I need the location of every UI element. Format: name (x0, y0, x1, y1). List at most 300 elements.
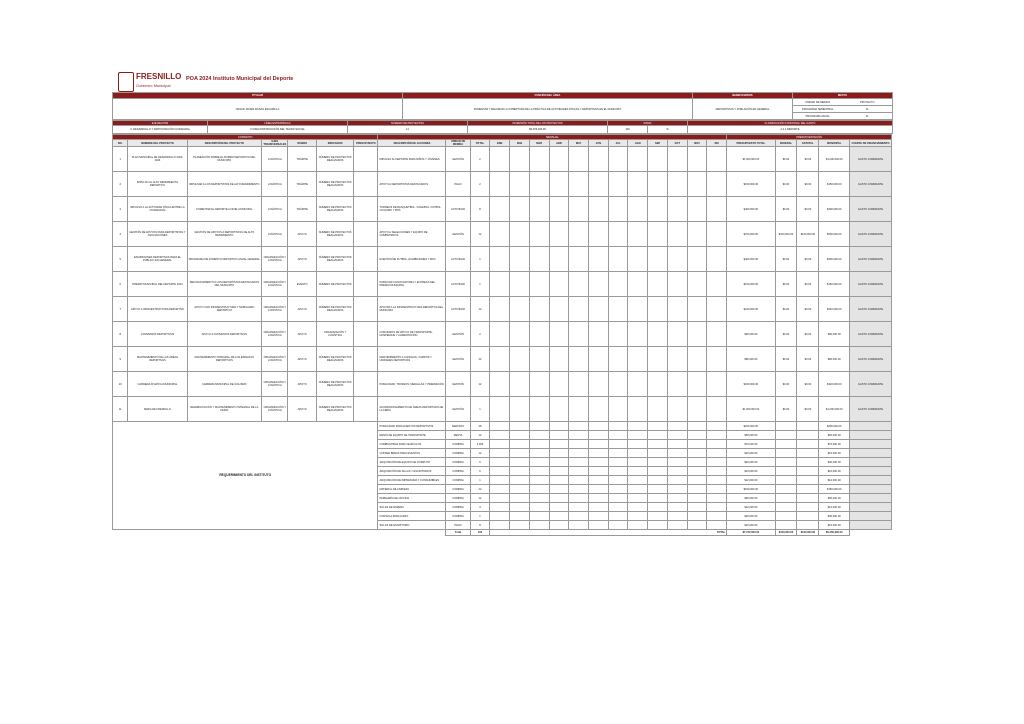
cell-month (707, 247, 727, 272)
cell-total: 12 (470, 222, 490, 247)
cell-month (687, 322, 707, 347)
top-table (112, 92, 893, 120)
cell-total: 1 (470, 272, 490, 297)
cell-presupuesto-count (354, 372, 378, 397)
cell-presupuesto-total: $240,000.00 (727, 297, 775, 322)
cell-month (687, 467, 707, 476)
cell-rubro: TRÁMITE (288, 197, 317, 222)
cell-month (608, 494, 628, 503)
cell-month (667, 476, 687, 485)
cell-month (490, 197, 510, 222)
cell-municipal: $80,000.00 (819, 347, 850, 372)
cell-acciones: EVENTOS DE FUTBOL, EXHIBICIONES Y BOX (378, 247, 446, 272)
cell-unidad: ACTIVIDAD (446, 272, 470, 297)
cell-month (687, 521, 707, 530)
cell-month (569, 297, 589, 322)
cell-month (608, 172, 628, 197)
cell-name: GESTIÓN DE APOYOS PARA DEPORTISTAS Y ASOCIACIONES (128, 222, 187, 247)
cell-month (569, 322, 589, 347)
cell-unidad: COMPRA (446, 494, 470, 503)
cell-estatal: $100,000.00 (797, 222, 819, 247)
cell-desc: RECONOCIMIENTO A LOS DEPORTISTAS DESTACADOS DEL MUNICIPIO (187, 272, 262, 297)
cell-month (569, 397, 589, 422)
cell-month (628, 485, 648, 494)
cell-month (687, 422, 707, 431)
cell-unidad: COMPRA (446, 512, 470, 521)
cell-month (589, 247, 609, 272)
cell-month (549, 458, 569, 467)
cell-month (628, 431, 648, 440)
cell-municipal: $150,000.00 (819, 485, 850, 494)
column-header: INDICADOR (316, 140, 353, 147)
cell-month (549, 521, 569, 530)
cell-month (687, 222, 707, 247)
cell-no: 10 (113, 372, 128, 397)
cell-presupuesto-total: $70,000.00 (727, 440, 775, 449)
cell-no: 8 (113, 322, 128, 347)
total-value: 100 (470, 530, 490, 536)
column-header: RUBRO (288, 140, 317, 147)
cell-fuente: GASTO CORRIENTE (850, 222, 892, 247)
cell-month (648, 485, 668, 494)
cell-month (549, 512, 569, 521)
cell-month (648, 512, 668, 521)
cell-name: CONVENIOS DEPORTIVOS (128, 322, 187, 347)
cell-estatal (797, 422, 819, 431)
cell-ind: NÚMERO DE PROYECTOS (316, 272, 353, 297)
cell-federal (775, 449, 797, 458)
column-header: DIC (707, 140, 727, 147)
cell-month (648, 458, 668, 467)
contexto-header: CONTEXTO (113, 135, 378, 140)
cell-federal: $0.00 (775, 272, 797, 297)
linea-estrategica-label: LÍNEA ESTRATÉGICA (208, 121, 348, 126)
cell-month (490, 467, 510, 476)
cell-month (510, 347, 530, 372)
cell-presupuesto-total: $60,000.00 (727, 431, 775, 440)
cell-unidad: COMPRA (446, 458, 470, 467)
cell-municipal: $60,000.00 (819, 494, 850, 503)
cell-month (628, 247, 648, 272)
cell-fuente (850, 503, 892, 512)
cell-municipal: $150,000.00 (819, 272, 850, 297)
cell-rubro: APOYO (288, 247, 317, 272)
cell-acciones: PAPELERÍA DE OFICINA (378, 494, 446, 503)
cell-month (589, 297, 609, 322)
cell-name: IMPULSO AL ALTO RENDIMIENTO DEPORTIVO (128, 172, 187, 197)
cell-acciones: SILLAS DE ESPERA (378, 503, 446, 512)
cell-presupuesto-total: $150,000.00 (727, 272, 775, 297)
cell-eje: LOGÍSTICA (262, 197, 288, 222)
cell-month (490, 503, 510, 512)
table-row (113, 197, 892, 222)
cell-acciones: SILLAS DE ESCRITORIO (378, 521, 446, 530)
cell-fuente: GASTO CORRIENTE (850, 322, 892, 347)
cell-month (608, 485, 628, 494)
cell-presupuesto-total: $12,000.00 (727, 503, 775, 512)
cell-month (549, 467, 569, 476)
cell-total: 1 (470, 512, 490, 521)
cell-month (589, 476, 609, 485)
cell-estatal (797, 494, 819, 503)
cell-presupuesto-count (354, 247, 378, 272)
cell-presupuesto-total: $400,000.00 (727, 197, 775, 222)
beneficiarios-value: DEPORTISTAS Y POBLACIÓN EN GENERAL (693, 99, 793, 120)
table-row (113, 322, 892, 347)
cell-month (628, 521, 648, 530)
cell-month (569, 458, 589, 467)
cell-unidad: GESTIÓN (446, 372, 470, 397)
cell-month (608, 476, 628, 485)
cell-month (648, 197, 668, 222)
cell-month (529, 422, 549, 431)
cell-total: 2 (470, 172, 490, 197)
cell-no: 3 (113, 197, 128, 222)
cell-presupuesto-total: $700,000.00 (727, 222, 775, 247)
beneficiarios-header: BENEFICIARIOS (693, 93, 793, 99)
cell-month (510, 467, 530, 476)
cell-desc: PLANEACIÓN SOBRE EL RUMBO DEPORTIVO DEL MUNICIPIO (187, 147, 262, 172)
cell-fuente (850, 449, 892, 458)
cell-month (529, 147, 549, 172)
cell-presupuesto-count (354, 197, 378, 222)
cell-month (628, 222, 648, 247)
cell-desc: APOYO A CONVENIOS DEPORTIVOS (187, 322, 262, 347)
cell-federal (775, 467, 797, 476)
cell-month (589, 147, 609, 172)
cell-presupuesto-total: $12,000.00 (727, 476, 775, 485)
cell-presupuesto-count (354, 397, 378, 422)
column-header: UNIDAD DE MEDIDA (446, 140, 470, 147)
cell-acciones: ADQUISICIÓN DE SILLAS Y ESCRITORIOS (378, 467, 446, 476)
cell-month (648, 147, 668, 172)
column-header: NO. (113, 140, 128, 147)
cell-eje: ORGANIZACIÓN Y LOGÍSTICA (262, 372, 288, 397)
cell-month (707, 485, 727, 494)
cell-name: APOYO A INFRAESTRUCTURA DEPORTIVA (128, 297, 187, 322)
cell-month (569, 494, 589, 503)
cell-month (687, 272, 707, 297)
cell-month (687, 397, 707, 422)
cell-month (687, 431, 707, 440)
cell-month (549, 449, 569, 458)
cell-name: PREMIO MUNICIPAL DEL DEPORTE 2024 (128, 272, 187, 297)
cell-unidad: GESTIÓN (446, 222, 470, 247)
document-title: POA 2024 Instituto Municipal del Deporte (186, 76, 294, 82)
cell-month (490, 458, 510, 467)
cell-month (490, 449, 510, 458)
cell-month (529, 397, 549, 422)
cell-presupuesto-total: $1,000,000.00 (727, 147, 775, 172)
cell-municipal: $12,000.00 (819, 503, 850, 512)
cell-total: 2 (470, 147, 490, 172)
cell-month (549, 431, 569, 440)
cell-month (490, 485, 510, 494)
cell-presupuesto-total: $400,000.00 (727, 247, 775, 272)
cell-total: 12 (470, 485, 490, 494)
cell-month (490, 494, 510, 503)
cell-no: 1 (113, 147, 128, 172)
cell-presupuesto-total: $150,000.00 (727, 485, 775, 494)
cell-estatal (797, 458, 819, 467)
cell-month (569, 476, 589, 485)
inversion-total-label: INVERSIÓN TOTAL DE LOS PROYECTOS (468, 121, 608, 126)
clasificacion-value: 2.4.1 DEPORTE (688, 126, 893, 134)
cell-municipal: $10,000.00 (819, 467, 850, 476)
cell-rubro: EVENTO (288, 272, 317, 297)
eje-rector-value: II. DESARROLLO Y PARTICIPACIÓN CIUDADANA (113, 126, 208, 134)
cell-month (490, 172, 510, 197)
cell-total: 1 (470, 476, 490, 485)
cell-month (589, 449, 609, 458)
cell-month (510, 449, 530, 458)
cell-month (549, 494, 569, 503)
cell-month (490, 222, 510, 247)
cell-month (529, 272, 549, 297)
cell-month (569, 222, 589, 247)
cell-federal (775, 485, 797, 494)
cell-month (667, 222, 687, 247)
cell-month (608, 197, 628, 222)
cell-eje: ORGANIZACIÓN Y LOGÍSTICA (262, 297, 288, 322)
column-header: DESCRIPCIÓN DEL PROYECTO (187, 140, 262, 147)
cell-month (589, 440, 609, 449)
cell-month (707, 197, 727, 222)
cell-month (549, 222, 569, 247)
cell-acciones: PUBLICIDAD PARA EVENTOS DEPORTIVOS (378, 422, 446, 431)
cell-federal: $0.00 (775, 347, 797, 372)
cell-month (608, 521, 628, 530)
cell-fuente (850, 476, 892, 485)
cell-no: 11 (113, 397, 128, 422)
cell-month (529, 172, 549, 197)
cell-name: IMPULSO A LA ACTIVIDAD FÍSICA ENTRE LA CIUDADANÍA (128, 197, 187, 222)
column-header: PRESUPUESTO TOTAL (727, 140, 775, 147)
column-header: MUNICIPAL (819, 140, 850, 147)
cell-month (667, 397, 687, 422)
strategy-table (112, 120, 893, 134)
cell-ind: NÚMERO DE PROYECTOS REALIZADOS (316, 397, 353, 422)
cell-month (569, 512, 589, 521)
cell-month (589, 458, 609, 467)
cell-unidad: GESTIÓN (446, 147, 470, 172)
cell-name: FERIA DE FRESNILLO (128, 397, 187, 422)
column-header: AGO (628, 140, 648, 147)
total-money-label: TOTAL (490, 530, 727, 536)
cell-estatal: $0.00 (797, 322, 819, 347)
cell-month (628, 458, 648, 467)
cell-month (569, 485, 589, 494)
cell-unidad: COMPRA (446, 467, 470, 476)
cell-month (490, 476, 510, 485)
cell-month (648, 347, 668, 372)
column-header: NOV (687, 140, 707, 147)
eje-rector-label: EJE RECTOR (113, 121, 208, 126)
cell-no: 6 (113, 272, 128, 297)
cell-month (608, 147, 628, 172)
cell-presupuesto-total: $10,000.00 (727, 467, 775, 476)
cell-month (687, 197, 707, 222)
cell-month (687, 147, 707, 172)
cell-month (510, 197, 530, 222)
clasificacion-label: CLASIFICACIÓN FUNCIONAL DEL GASTO (688, 121, 893, 126)
programa-semestral-label: PROGRAMA SEMESTRAL (802, 107, 834, 111)
cell-month (510, 503, 530, 512)
cell-unidad: COMPRA (446, 503, 470, 512)
cell-month (707, 521, 727, 530)
cell-presupuesto-count (354, 222, 378, 247)
cell-municipal: $400,000.00 (819, 197, 850, 222)
cell-estatal: $0.00 (797, 197, 819, 222)
cell-month (529, 521, 549, 530)
cell-month (510, 521, 530, 530)
requerimiento-label: REQUERIMIENTO DEL INSTITUTO (113, 422, 378, 530)
cell-month (569, 503, 589, 512)
cell-estatal: $0.00 (797, 247, 819, 272)
cell-rubro: APOYO (288, 222, 317, 247)
cell-ind: ORGANIZACIÓN Y LOGÍSTICA (316, 322, 353, 347)
cell-estatal: $0.00 (797, 147, 819, 172)
cell-presupuesto-total: $320,000.00 (727, 372, 775, 397)
cell-total: 6 (470, 467, 490, 476)
cell-month (628, 172, 648, 197)
cell-fuente: GASTO CORRIENTE (850, 372, 892, 397)
cell-total: 6 (470, 458, 490, 467)
total-municipal: $6,456,200.00 (819, 530, 850, 536)
cell-month (667, 297, 687, 322)
cell-month (667, 322, 687, 347)
cell-federal (775, 422, 797, 431)
cell-month (667, 147, 687, 172)
cell-month (490, 297, 510, 322)
table-row (113, 297, 892, 322)
municipal-logo (118, 72, 182, 92)
cell-month (608, 503, 628, 512)
cell-presupuesto-count (354, 272, 378, 297)
cell-month (510, 272, 530, 297)
cell-month (648, 372, 668, 397)
cell-month (529, 503, 549, 512)
cell-estatal: $0.00 (797, 272, 819, 297)
cell-month (667, 494, 687, 503)
cell-eje: ORGANIZACIÓN Y LOGÍSTICA (262, 247, 288, 272)
cell-month (490, 431, 510, 440)
cell-month (667, 449, 687, 458)
cell-fuente: GASTO CORRIENTE (850, 347, 892, 372)
cell-month (490, 147, 510, 172)
cell-month (490, 521, 510, 530)
funcion-header: FUNCIÓN DEL ÁREA (403, 93, 693, 99)
cell-month (648, 521, 668, 530)
cell-month (608, 322, 628, 347)
cell-month (608, 297, 628, 322)
cell-month (707, 449, 727, 458)
cell-month (510, 431, 530, 440)
numero-proyectos-value: 11 (348, 126, 468, 134)
cell-month (707, 431, 727, 440)
cell-month (667, 422, 687, 431)
cell-month (667, 521, 687, 530)
cell-desc: GESTIÓN DE APOYOS A DEPORTISTAS DE ALTO RENDIMIENTO (187, 222, 262, 247)
cell-month (648, 503, 668, 512)
cell-no: 2 (113, 172, 128, 197)
cell-ind: NÚMERO DE PROYECTOS REALIZADOS (316, 247, 353, 272)
cell-month (529, 322, 549, 347)
cell-month (510, 247, 530, 272)
cell-month (687, 247, 707, 272)
cell-estatal (797, 440, 819, 449)
cell-acciones: PUBLICAR CONVOCATORIA Y ENTREGA DEL PREMIO MUNICIPAL (378, 272, 446, 297)
cell-acciones: ACONDICIONAMIENTO DE ÁREAS DEPORTIVAS DE LA FERIA (378, 397, 446, 422)
cell-month (549, 372, 569, 397)
cell-month (529, 247, 549, 272)
cell-month (569, 521, 589, 530)
cell-ind: NÚMERO DE PROYECTOS REALIZADOS (316, 147, 353, 172)
cell-federal (775, 458, 797, 467)
cell-month (667, 458, 687, 467)
cell-month (608, 372, 628, 397)
cell-presupuesto-count (354, 347, 378, 372)
column-header: NOMBRE DEL PROYECTO (128, 140, 187, 147)
cell-estatal: $0.00 (797, 397, 819, 422)
cell-month (628, 197, 648, 222)
cell-total: 12 (470, 494, 490, 503)
cell-month (490, 372, 510, 397)
cell-month (707, 347, 727, 372)
cell-month (687, 476, 707, 485)
cell-fuente: GASTO CORRIENTE (850, 297, 892, 322)
presupuestacion-header: PRESUPUESTACIÓN (727, 135, 892, 140)
cell-municipal: $200,000.00 (819, 422, 850, 431)
cell-month (687, 440, 707, 449)
cell-total: 8 (470, 521, 490, 530)
cell-month (608, 397, 628, 422)
cell-fuente: GASTO CORRIENTE (850, 147, 892, 172)
cell-unidad: GESTIÓN (446, 397, 470, 422)
column-header: EJES TRANSVERSALES (263, 140, 287, 146)
emblem-icon (118, 72, 134, 92)
cell-municipal: $150,000.00 (819, 172, 850, 197)
cell-municipal: $1,000,000.00 (819, 397, 850, 422)
cell-month (707, 397, 727, 422)
column-header: JUL (608, 140, 628, 147)
cell-fuente: GASTO CORRIENTE (850, 397, 892, 422)
cell-acciones: TORNEOS DE BASQUETBOL, VOLEIBOL, FUTBOL, CICLISMO Y BOX (378, 197, 446, 222)
table-row (113, 422, 892, 431)
cell-month (490, 247, 510, 272)
linea-estrategica-value: II.3 RECONSTRUCCIÓN DEL TEJIDO SOCIAL (208, 126, 348, 134)
cell-eje: LOGÍSTICA (262, 222, 288, 247)
cell-month (529, 431, 549, 440)
cell-month (529, 494, 549, 503)
cell-month (648, 440, 668, 449)
cell-month (667, 272, 687, 297)
cell-estatal: $0.00 (797, 347, 819, 372)
column-header: JUN (589, 140, 609, 147)
cell-fuente (850, 422, 892, 431)
cell-month (510, 485, 530, 494)
cell-eje: LOGÍSTICA (262, 147, 288, 172)
cell-municipal: $15,000.00 (819, 521, 850, 530)
cell-federal: $100,000.00 (775, 222, 797, 247)
cell-month (707, 512, 727, 521)
cell-month (490, 440, 510, 449)
cell-month (628, 347, 648, 372)
cell-month (687, 172, 707, 197)
cell-presupuesto-total: $1,000,000.00 (727, 397, 775, 422)
cell-acciones: IMPULSO AL DEPORTE PARA NIÑOS Y JÓVENES (378, 147, 446, 172)
cell-unidad: PAGO (446, 172, 470, 197)
